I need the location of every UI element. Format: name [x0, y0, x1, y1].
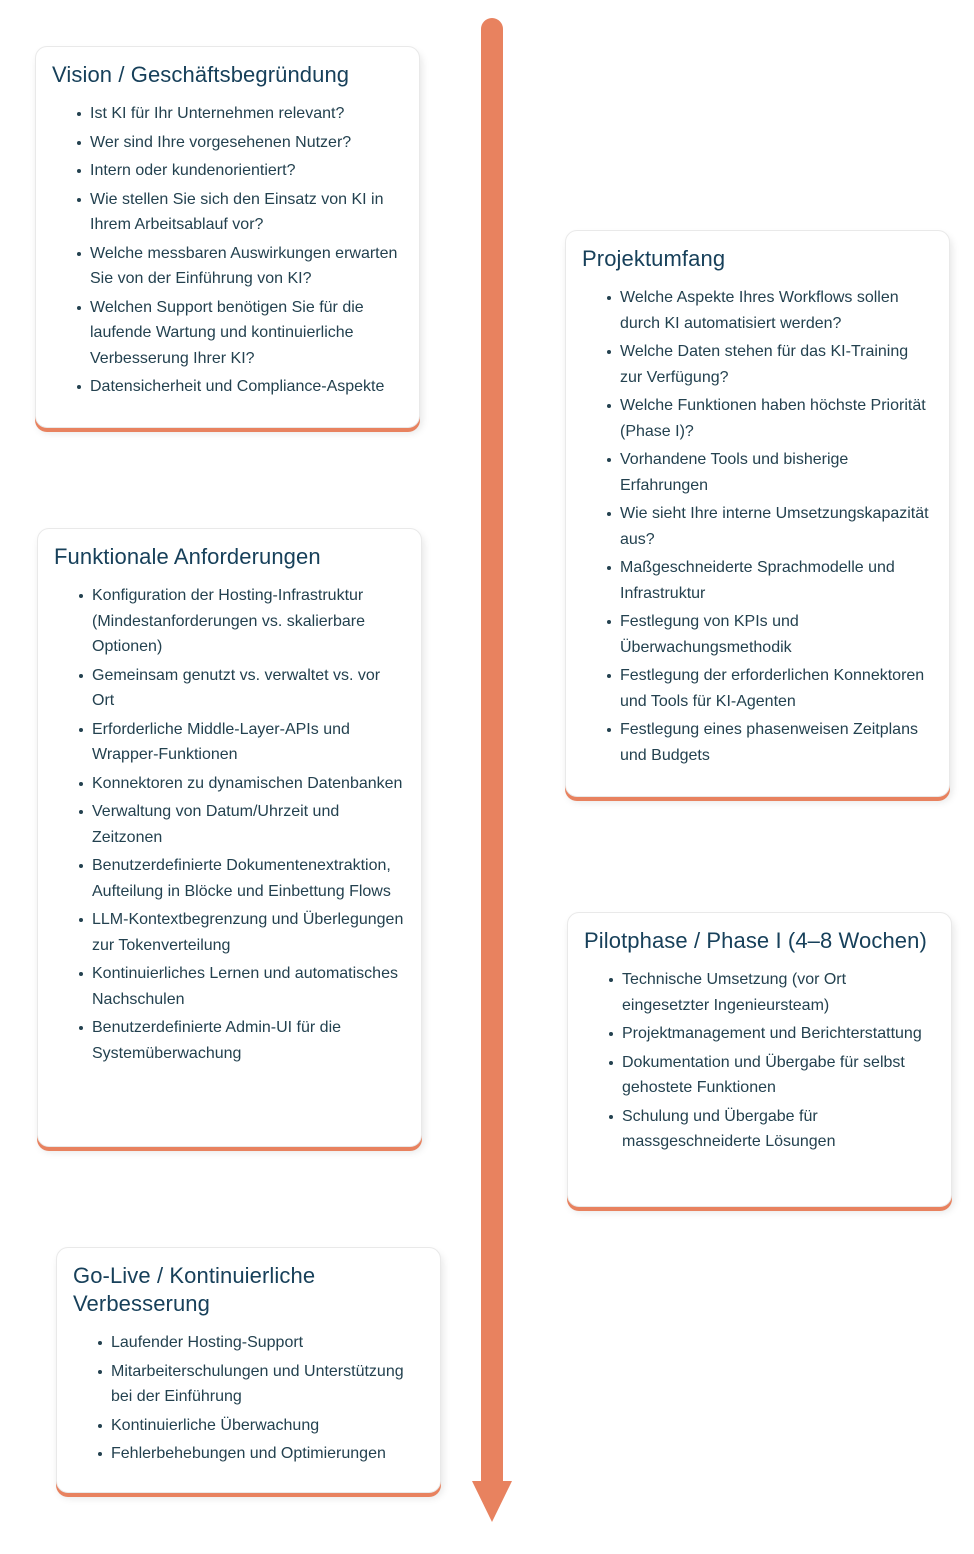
vision-list-item: Intern oder kundenorientiert?: [90, 158, 403, 184]
scope-list-item: Welche Aspekte Ihres Workflows sollen durch KI automatisiert werden?: [620, 285, 933, 336]
timeline-arrow-shaft: [481, 18, 503, 1488]
functional-list-item: Benutzerdefinierte Admin-UI für die Systemüberwachung: [92, 1015, 405, 1066]
pilot-list-item: Schulung und Übergabe für massgeschneiderte Lösungen: [622, 1104, 935, 1155]
functional-card: [37, 528, 422, 1147]
golive-card-title: Go-Live / Kontinuierliche Verbesserung: [73, 1263, 316, 1316]
scope-list-item: Maßgeschneiderte Sprachmodelle und Infrastruktur: [620, 555, 933, 606]
golive-card: [56, 1247, 441, 1493]
scope-list-item: Festlegung der erforderlichen Konnektoren und Tools für KI-Agenten: [620, 663, 933, 714]
scope-list-item: Welche Daten stehen für das KI-Training zur Verfügung?: [620, 339, 933, 390]
golive-card-list: [73, 1330, 424, 1467]
vision-list-item: Ist KI für Ihr Unternehmen relevant?: [90, 101, 403, 127]
timeline-arrow-head: [472, 1481, 512, 1522]
pilot-card-title: Pilotphase / Phase I (4–8 Wochen): [584, 928, 927, 953]
golive-list-item: Kontinuierliche Überwachung: [111, 1413, 424, 1439]
vision-list-item: Wer sind Ihre vorgesehenen Nutzer?: [90, 130, 403, 156]
functional-list-item: Gemeinsam genutzt vs. verwaltet vs. vor Ort: [92, 663, 405, 714]
scope-list-item: Wie sieht Ihre interne Umsetzungskapazität aus?: [620, 501, 933, 552]
scope-list-item: Festlegung eines phasenweisen Zeitplans und Budgets: [620, 717, 933, 768]
vision-list-item: Datensicherheit und Compliance-Aspekte: [90, 374, 403, 400]
functional-list-item: Verwaltung von Datum/Uhrzeit und Zeitzonen: [92, 799, 405, 850]
scope-card-list: [582, 285, 933, 768]
pilot-list-item: Projektmanagement und Berichterstattung: [622, 1021, 935, 1047]
scope-list-item: Vorhandene Tools und bisherige Erfahrungen: [620, 447, 933, 498]
vision-card: [35, 46, 420, 428]
golive-list-item: Mitarbeiterschulungen und Unterstützung bei der Einführung: [111, 1359, 424, 1410]
functional-list-item: Konfiguration der Hosting-Infrastruktur (Mindestanforderungen vs. skalierbare Optionen): [92, 583, 405, 660]
vision-card-list: [52, 101, 403, 400]
functional-list-item: Konnektoren zu dynamischen Datenbanken: [92, 771, 405, 797]
functional-card-title: Funktionale Anforderungen: [54, 544, 321, 569]
functional-list-item: Benutzerdefinierte Dokumentenextraktion, Aufteilung in Blöcke und Einbettung Flows: [92, 853, 405, 904]
scope-list-item: Festlegung von KPIs und Überwachungsmethodik: [620, 609, 933, 660]
functional-list-item: Erforderliche Middle-Layer-APIs und Wrapper-Funktionen: [92, 717, 405, 768]
vision-list-item: Welche messbaren Auswirkungen erwarten Sie von der Einführung von KI?: [90, 241, 403, 292]
functional-card-list: [54, 583, 405, 1066]
scope-card-title: Projektumfang: [582, 246, 726, 271]
pilot-list-item: Dokumentation und Übergabe für selbst gehostete Funktionen: [622, 1050, 935, 1101]
pilot-card-list: [584, 967, 935, 1155]
scope-card: [565, 230, 950, 797]
golive-list-item: Fehlerbehebungen und Optimierungen: [111, 1441, 424, 1467]
vision-list-item: Wie stellen Sie sich den Einsatz von KI in Ihrem Arbeitsablauf vor?: [90, 187, 403, 238]
functional-list-item: LLM-Kontextbegrenzung und Überlegungen zur Tokenverteilung: [92, 907, 405, 958]
pilot-list-item: Technische Umsetzung (vor Ort eingesetzter Ingenieursteam): [622, 967, 935, 1018]
scope-list-item: Welche Funktionen haben höchste Priorität (Phase I)?: [620, 393, 933, 444]
vision-list-item: Welchen Support benötigen Sie für die laufende Wartung und kontinuierliche Verbesserung Ihrer KI?: [90, 295, 403, 372]
pilot-card: [567, 912, 952, 1207]
golive-list-item: Laufender Hosting-Support: [111, 1330, 424, 1356]
functional-list-item: Kontinuierliches Lernen und automatisches Nachschulen: [92, 961, 405, 1012]
vision-card-title: Vision / Geschäftsbegründung: [52, 62, 350, 87]
